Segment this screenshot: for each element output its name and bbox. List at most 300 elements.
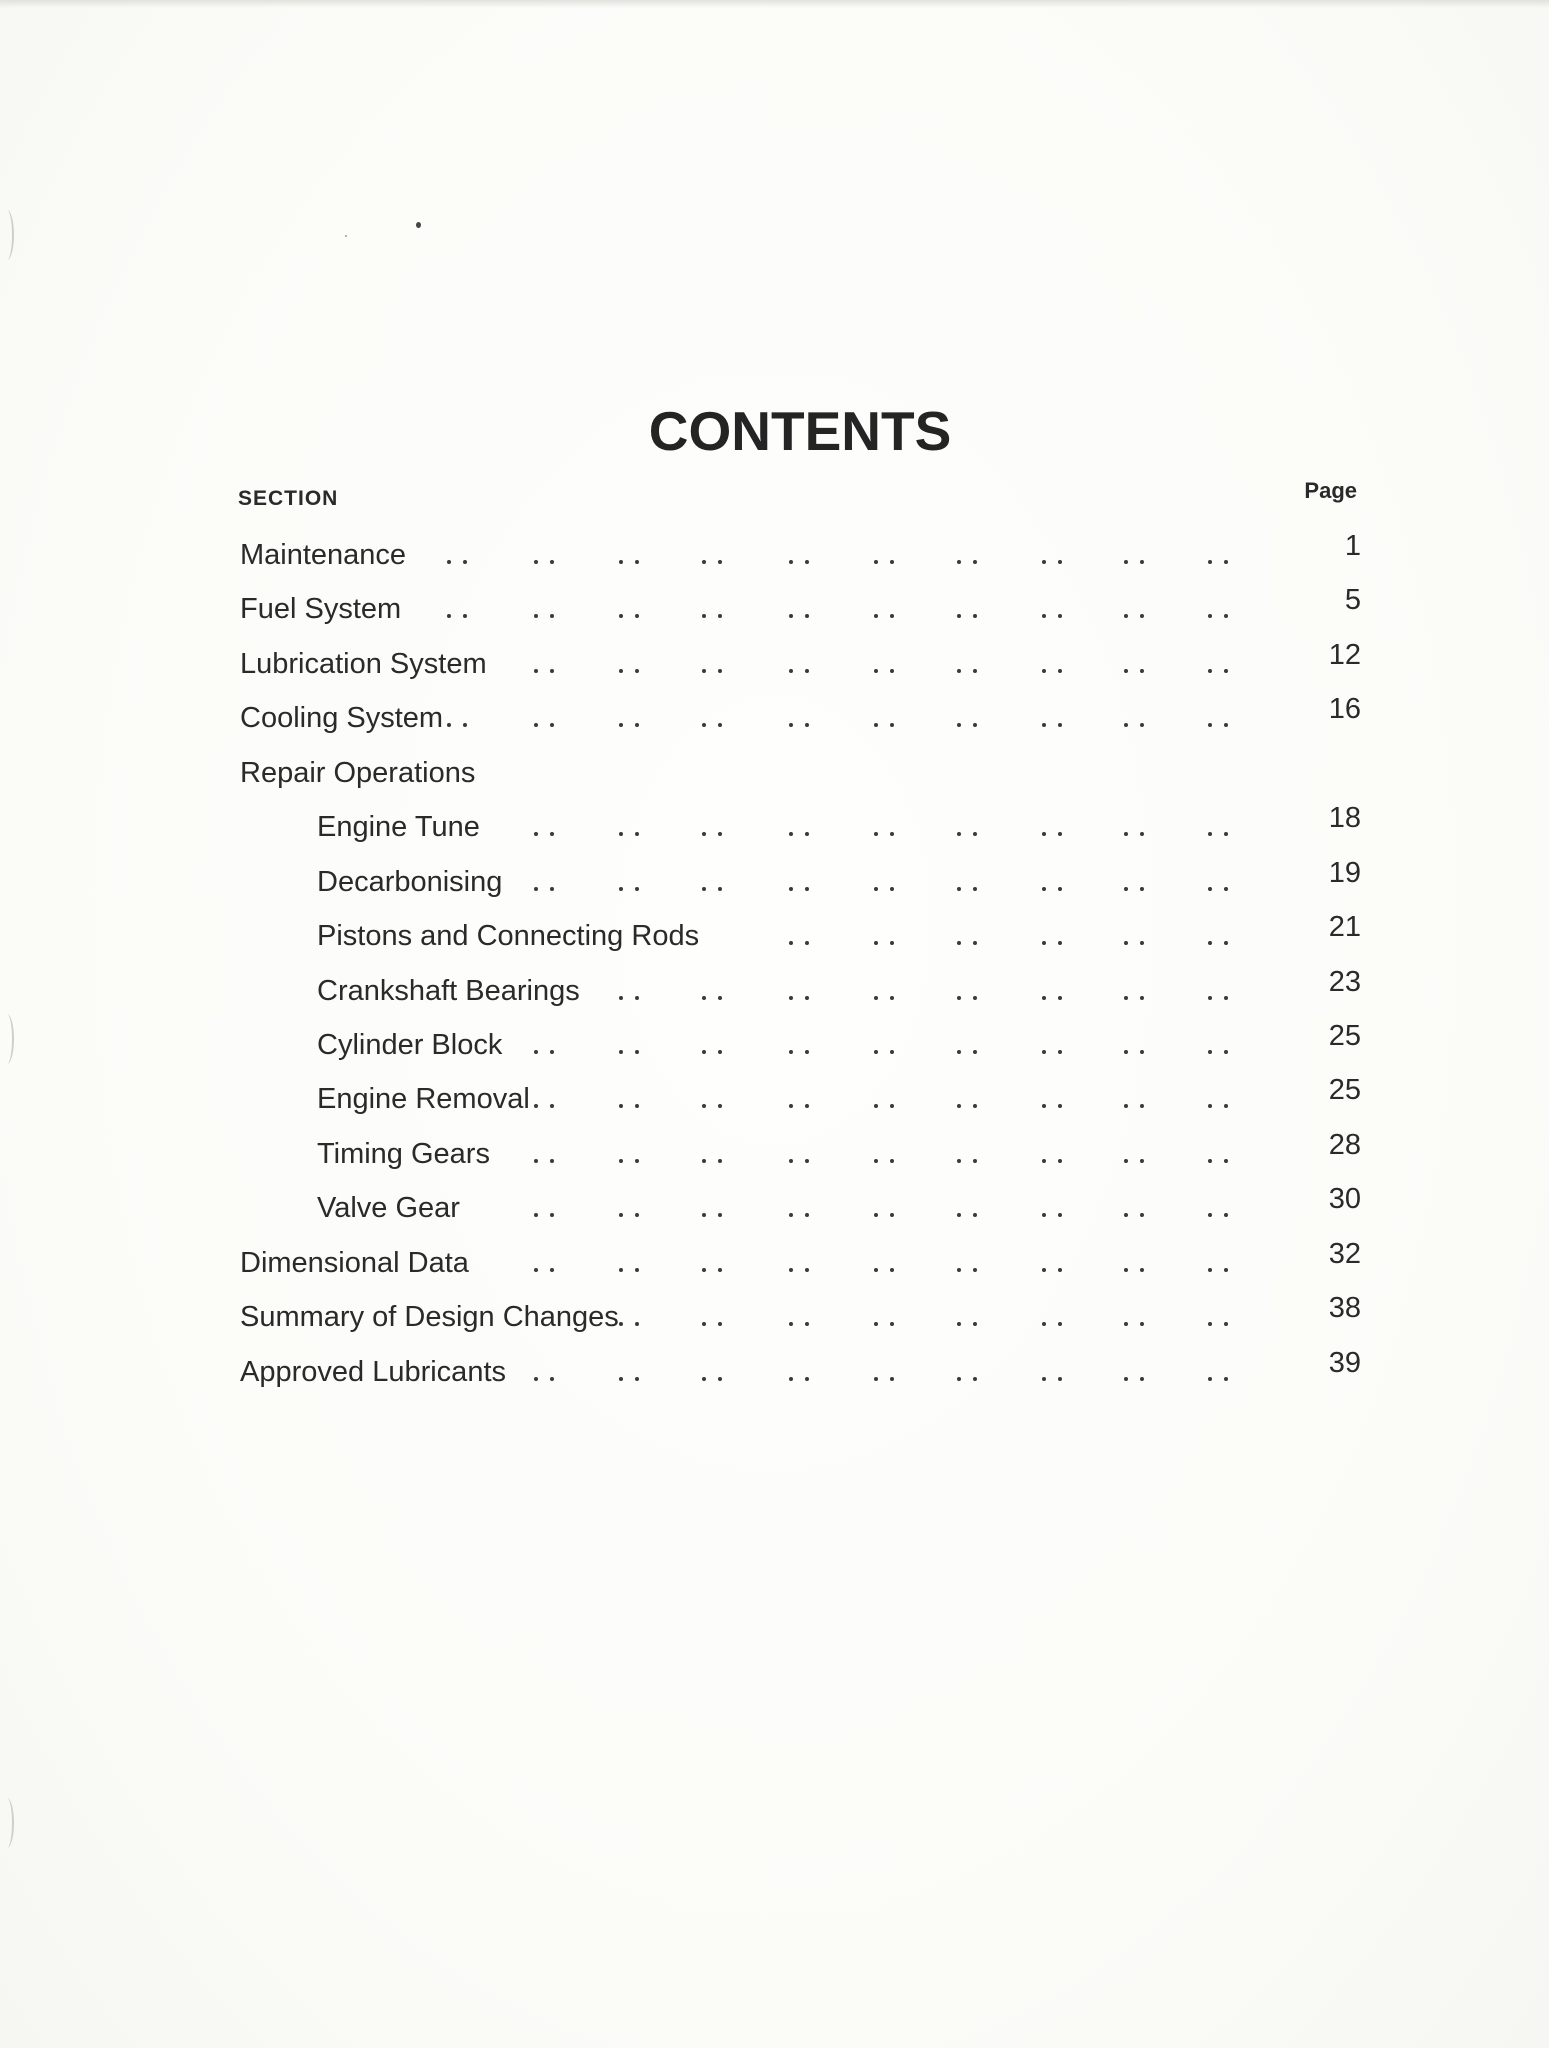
leader-dot [550, 832, 554, 836]
leader-dot-pair [702, 887, 722, 891]
dot-leader [0, 1181, 1549, 1235]
leader-dot [890, 560, 894, 564]
table-of-contents [0, 528, 1549, 1399]
leader-dot [1058, 560, 1062, 564]
leader-dot-pair [1208, 560, 1228, 564]
leader-dot [805, 1377, 809, 1381]
leader-dot [1224, 1213, 1228, 1217]
leader-dot [874, 1268, 878, 1272]
leader-dot [1042, 1050, 1046, 1054]
leader-dot-pair [534, 560, 554, 564]
leader-dot [1224, 941, 1228, 945]
leader-dot-pair [1042, 887, 1062, 891]
leader-dot [702, 1050, 706, 1054]
leader-dot-pair [1124, 1268, 1144, 1272]
leader-dot [874, 614, 878, 618]
leader-dot-pair [874, 723, 894, 727]
leader-dot-pair [702, 832, 722, 836]
leader-dot [1124, 1213, 1128, 1217]
toc-entry-title: Lubrication System [240, 647, 487, 680]
dot-leader [0, 1345, 1549, 1399]
toc-entry [0, 1345, 1549, 1399]
leader-dot [1124, 1377, 1128, 1381]
toc-entry-title: Engine Removal [317, 1083, 530, 1116]
leader-dot [635, 1377, 639, 1381]
leader-dot [1058, 832, 1062, 836]
toc-entry-title: Maintenance [240, 539, 407, 571]
leader-dot-pair [874, 941, 894, 945]
leader-dot-pair [957, 887, 977, 891]
leader-dot [789, 1050, 793, 1054]
leader-dot [635, 723, 639, 727]
leader-dot [702, 1159, 706, 1163]
leader-dot-pair [534, 614, 554, 618]
leader-dot-pair [1124, 1322, 1144, 1326]
leader-dot [890, 1213, 894, 1217]
leader-dot-pair [619, 1268, 639, 1272]
leader-dot [890, 1377, 894, 1381]
leader-dot [973, 996, 977, 1000]
leader-dot [957, 1377, 961, 1381]
leader-dot [789, 996, 793, 1000]
dot-leader [0, 1236, 1549, 1290]
leader-dot-pair [874, 996, 894, 1000]
leader-dot [1042, 560, 1046, 564]
leader-dot [789, 1322, 793, 1326]
leader-dot [619, 1268, 623, 1272]
leader-dot [718, 1050, 722, 1054]
leader-dot-pair [1124, 832, 1144, 836]
scan-speck [345, 235, 347, 237]
leader-dot [789, 832, 793, 836]
leader-dot [957, 723, 961, 727]
leader-dot [550, 1213, 554, 1217]
leader-dot-pair [789, 887, 809, 891]
leader-dot [805, 1159, 809, 1163]
leader-dot [874, 832, 878, 836]
leader-dot [973, 1050, 977, 1054]
leader-dot [789, 560, 793, 564]
subsection-group [0, 800, 1549, 1236]
leader-dot [874, 1322, 878, 1326]
leader-dot [789, 941, 793, 945]
toc-entry [0, 528, 1549, 582]
leader-dot [1058, 1268, 1062, 1272]
toc-entry [0, 746, 1549, 800]
leader-dot-pair [1208, 887, 1228, 891]
leader-dot [619, 1050, 623, 1054]
leader-dot [463, 560, 467, 564]
section-column-header: SECTION [238, 487, 339, 510]
leader-dot [1208, 887, 1212, 891]
leader-dot [1058, 1104, 1062, 1108]
leader-dot [447, 614, 451, 618]
toc-page-number: 12 [1328, 638, 1361, 671]
leader-dot [957, 1159, 961, 1163]
leader-dot [550, 723, 554, 727]
leader-dot-pair [1042, 1050, 1062, 1054]
leader-dot-pair [874, 614, 894, 618]
leader-dot-pair [1042, 832, 1062, 836]
leader-dot [635, 1268, 639, 1272]
leader-dot [1140, 560, 1144, 564]
leader-dot-pair [619, 1050, 639, 1054]
leader-dot-pair [619, 1213, 639, 1217]
leader-dot [718, 1322, 722, 1326]
toc-entry [0, 1290, 1549, 1344]
toc-page-number: 28 [1328, 1128, 1361, 1161]
toc-page-number: 39 [1328, 1346, 1361, 1379]
leader-dot [1140, 1268, 1144, 1272]
leader-dot [1124, 941, 1128, 945]
toc-page-number: 25 [1328, 1019, 1361, 1052]
leader-dot [702, 614, 706, 618]
leader-dot [635, 1322, 639, 1326]
toc-subentry [0, 1018, 1549, 1072]
leader-dot [1208, 723, 1212, 727]
leader-dot [1140, 669, 1144, 673]
leader-dot-pair [534, 1050, 554, 1054]
leader-dot [890, 1268, 894, 1272]
toc-page-number: 38 [1328, 1292, 1361, 1325]
leader-dot [447, 560, 451, 564]
leader-dot-pair [1042, 614, 1062, 618]
leader-dot [718, 614, 722, 618]
toc-entry-title: Cylinder Block [317, 1028, 503, 1061]
leader-dot [702, 560, 706, 564]
leader-dot [1124, 832, 1128, 836]
leader-dot [635, 1159, 639, 1163]
leader-dot [702, 1268, 706, 1272]
leader-dot-pair [619, 614, 639, 618]
leader-dot [874, 1050, 878, 1054]
leader-dot [619, 996, 623, 1000]
leader-dot [1042, 1159, 1046, 1163]
leader-dot [1042, 1268, 1046, 1272]
leader-dot [1124, 1104, 1128, 1108]
leader-dot [1208, 1213, 1212, 1217]
toc-entry-title: Cooling System [240, 702, 444, 735]
leader-dot-pair [1042, 1322, 1062, 1326]
leader-dot [702, 1377, 706, 1381]
leader-dot-pair [1208, 1050, 1228, 1054]
leader-dot-pair [1124, 1104, 1144, 1108]
leader-dot-pair [534, 723, 554, 727]
leader-dot [1124, 1050, 1128, 1054]
leader-dot-pair [789, 832, 809, 836]
leader-dot [550, 614, 554, 618]
leader-dot-pair [1042, 1213, 1062, 1217]
leader-dot-pair [874, 1213, 894, 1217]
leader-dot [1058, 1213, 1062, 1217]
leader-dot [619, 1377, 623, 1381]
leader-dot [534, 1268, 538, 1272]
leader-dot [1208, 1377, 1212, 1381]
leader-dot [619, 614, 623, 618]
leader-dot-pair [619, 669, 639, 673]
leader-dot-pair [1124, 1377, 1144, 1381]
leader-dot [973, 1322, 977, 1326]
leader-dot-pair [1124, 614, 1144, 618]
toc-entry-title: Repair Operations [240, 756, 476, 789]
leader-dot-pair [447, 560, 467, 564]
leader-dot [789, 1159, 793, 1163]
leader-dot [635, 1213, 639, 1217]
leader-dot [805, 669, 809, 673]
leader-dot-pair [789, 1377, 809, 1381]
page-column-header: Page [1304, 478, 1357, 503]
leader-dot [534, 669, 538, 673]
leader-dot [1140, 614, 1144, 618]
toc-entry-title: Engine Tune [317, 811, 480, 844]
leader-dot-pair [957, 560, 977, 564]
leader-dot [619, 1104, 623, 1108]
leader-dot [1042, 832, 1046, 836]
dot-leader [0, 909, 1549, 963]
dot-leader [0, 1018, 1549, 1072]
leader-dot [635, 560, 639, 564]
leader-dot [973, 614, 977, 618]
leader-dot-pair [619, 1322, 639, 1326]
toc-subentry [0, 1072, 1549, 1126]
toc-entry [0, 691, 1549, 745]
leader-dot-pair [1042, 1268, 1062, 1272]
leader-dot-pair [534, 887, 554, 891]
leader-dot [805, 1050, 809, 1054]
leader-dot [619, 887, 623, 891]
leader-dot [957, 1104, 961, 1108]
toc-entry-title: Timing Gears [317, 1137, 490, 1170]
leader-dot-pair [534, 1213, 554, 1217]
leader-dot [1140, 1050, 1144, 1054]
leader-dot [1124, 996, 1128, 1000]
leader-dot [1224, 996, 1228, 1000]
leader-dot-pair [1208, 996, 1228, 1000]
leader-dot-pair [619, 996, 639, 1000]
leader-dot [1042, 996, 1046, 1000]
leader-dot [1224, 1377, 1228, 1381]
leader-dot-pair [619, 560, 639, 564]
leader-dot-pair [1124, 941, 1144, 945]
leader-dot [1208, 1268, 1212, 1272]
leader-dot-pair [1042, 560, 1062, 564]
leader-dot [890, 669, 894, 673]
leader-dot [718, 887, 722, 891]
leader-dot [718, 832, 722, 836]
leader-dot-pair [1124, 669, 1144, 673]
leader-dot [1208, 941, 1212, 945]
leader-dot [805, 614, 809, 618]
leader-dot [550, 669, 554, 673]
toc-entry [0, 582, 1549, 636]
leader-dot [789, 887, 793, 891]
leader-dot [805, 832, 809, 836]
leader-dot [789, 1377, 793, 1381]
leader-dot-pair [1124, 1159, 1144, 1163]
leader-dot [534, 1377, 538, 1381]
leader-dot [1124, 1159, 1128, 1163]
toc-page-number: 32 [1328, 1237, 1361, 1270]
leader-dot [1042, 723, 1046, 727]
leader-dot-pair [957, 832, 977, 836]
leader-dot [874, 723, 878, 727]
leader-dot [805, 1213, 809, 1217]
leader-dot-pair [789, 560, 809, 564]
leader-dot-pair [957, 1159, 977, 1163]
leader-dot [1042, 1213, 1046, 1217]
leader-dot [534, 832, 538, 836]
toc-entry-title: Fuel System [240, 593, 402, 626]
leader-dot-pair [1042, 1377, 1062, 1381]
leader-dot [1208, 1104, 1212, 1108]
leader-dot [1140, 723, 1144, 727]
leader-dot [973, 723, 977, 727]
leader-dot [957, 1322, 961, 1326]
leader-dot-pair [1124, 1213, 1144, 1217]
leader-dot [1208, 614, 1212, 618]
leader-dot-pair [789, 669, 809, 673]
leader-dot [1224, 1159, 1228, 1163]
leader-dot-pair [789, 941, 809, 945]
leader-dot [534, 614, 538, 618]
leader-dot [702, 723, 706, 727]
toc-page-number: 21 [1328, 911, 1361, 944]
leader-dot-pair [1208, 1268, 1228, 1272]
leader-dot [1042, 941, 1046, 945]
toc-subentry [0, 800, 1549, 854]
leader-dot [973, 1213, 977, 1217]
leader-dot [874, 996, 878, 1000]
leader-dot [1058, 1322, 1062, 1326]
toc-page-number: 25 [1328, 1074, 1361, 1107]
leader-dot-pair [702, 723, 722, 727]
leader-dot-pair [957, 1268, 977, 1272]
leader-dot [1042, 614, 1046, 618]
leader-dot [1224, 614, 1228, 618]
leader-dot [1224, 1104, 1228, 1108]
leader-dot [1124, 887, 1128, 891]
leader-dot-pair [619, 1377, 639, 1381]
leader-dot [1042, 1322, 1046, 1326]
leader-dot [534, 560, 538, 564]
toc-subentry [0, 909, 1549, 963]
leader-dot-pair [1042, 1159, 1062, 1163]
leader-dot [890, 723, 894, 727]
dot-leader [0, 691, 1549, 745]
dot-leader [0, 800, 1549, 854]
scan-speck [416, 222, 421, 228]
leader-dot-pair [957, 996, 977, 1000]
leader-dot [702, 1322, 706, 1326]
leader-dot [957, 1268, 961, 1272]
leader-dot [957, 1213, 961, 1217]
leader-dot [874, 1213, 878, 1217]
leader-dot-pair [702, 1322, 722, 1326]
leader-dot [550, 1268, 554, 1272]
leader-dot [1042, 669, 1046, 673]
leader-dot-pair [789, 1050, 809, 1054]
leader-dot-pair [534, 832, 554, 836]
leader-dot-pair [789, 1159, 809, 1163]
leader-dot-pair [789, 1213, 809, 1217]
dot-leader [0, 855, 1549, 909]
leader-dot-pair [1208, 723, 1228, 727]
leader-dot-pair [702, 1050, 722, 1054]
leader-dot [550, 887, 554, 891]
leader-dot [534, 1104, 538, 1108]
leader-dot [890, 887, 894, 891]
leader-dot [805, 996, 809, 1000]
leader-dot-pair [1042, 1104, 1062, 1108]
leader-dot [702, 832, 706, 836]
leader-dot [805, 1104, 809, 1108]
leader-dot [973, 941, 977, 945]
leader-dot [635, 887, 639, 891]
leader-dot [1140, 887, 1144, 891]
leader-dot-pair [619, 1159, 639, 1163]
leader-dot [619, 1159, 623, 1163]
toc-entry-title: Pistons and Connecting Rods [317, 920, 700, 953]
leader-dot-pair [619, 1104, 639, 1108]
leader-dot [957, 887, 961, 891]
leader-dot [619, 1213, 623, 1217]
leader-dot [789, 614, 793, 618]
toc-entry-title: Decarbonising [317, 865, 503, 898]
leader-dot [534, 723, 538, 727]
leader-dot-pair [874, 887, 894, 891]
leader-dot [805, 723, 809, 727]
dot-leader [0, 582, 1549, 636]
leader-dot [1140, 832, 1144, 836]
leader-dot [973, 887, 977, 891]
leader-dot [718, 1377, 722, 1381]
toc-page-number: 5 [1344, 584, 1361, 617]
leader-dot [534, 1159, 538, 1163]
leader-dot-pair [789, 996, 809, 1000]
leader-dot-pair [957, 669, 977, 673]
leader-dot [1058, 887, 1062, 891]
leader-dot [957, 832, 961, 836]
leader-dot [1124, 560, 1128, 564]
leader-dot-pair [702, 1104, 722, 1108]
leader-dot-pair [702, 669, 722, 673]
leader-dot [619, 669, 623, 673]
leader-dot [890, 1159, 894, 1163]
leader-dot-pair [789, 1322, 809, 1326]
leader-dot-pair [702, 1213, 722, 1217]
leader-dot [1208, 1322, 1212, 1326]
leader-dot [463, 614, 467, 618]
leader-dot-pair [789, 1104, 809, 1108]
leader-dot-pair [1208, 1322, 1228, 1326]
leader-dot-pair [1042, 996, 1062, 1000]
leader-dot-pair [447, 614, 467, 618]
leader-dot [534, 1050, 538, 1054]
leader-dot [957, 560, 961, 564]
leader-dot [890, 941, 894, 945]
leader-dot [550, 1050, 554, 1054]
leader-dot [1208, 996, 1212, 1000]
toc-subentry [0, 855, 1549, 909]
leader-dot-pair [1208, 669, 1228, 673]
leader-dot [957, 614, 961, 618]
leader-dot-pair [1124, 723, 1144, 727]
leader-dot [1140, 1322, 1144, 1326]
leader-dot-pair [534, 669, 554, 673]
leader-dot [550, 560, 554, 564]
leader-dot [789, 1268, 793, 1272]
leader-dot-pair [1124, 560, 1144, 564]
